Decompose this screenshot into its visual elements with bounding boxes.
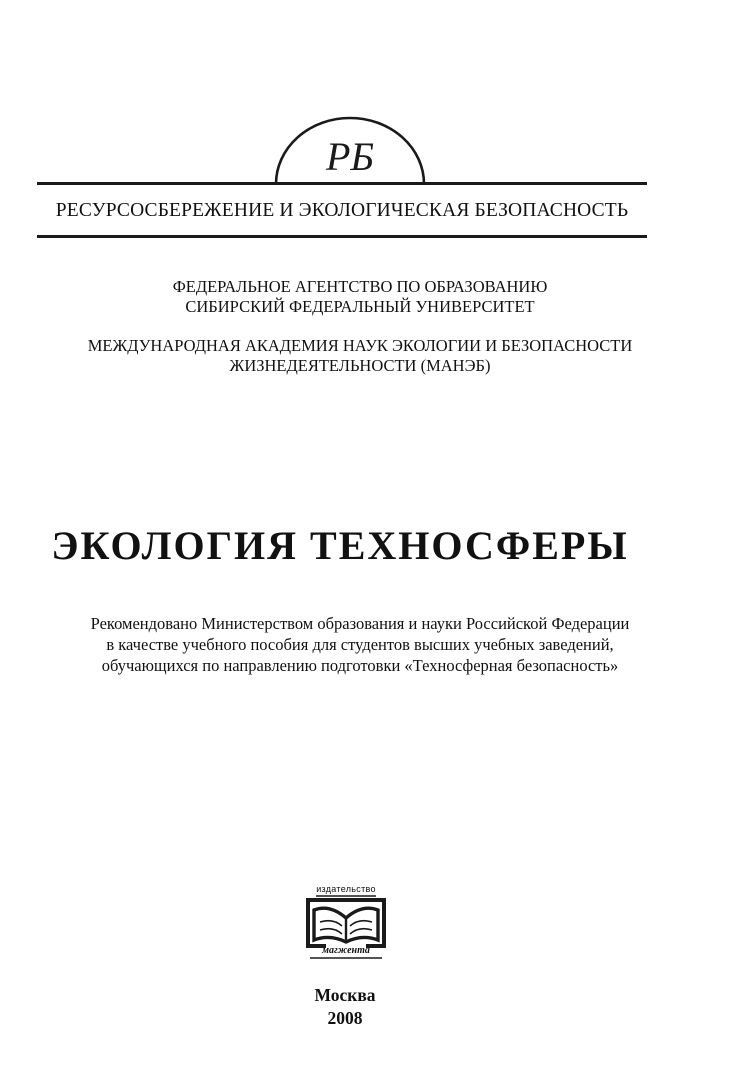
series-monogram: РБ	[325, 134, 375, 179]
recommendation-line: в качестве учебного пособия для студентов высших учебных заведений,	[106, 635, 614, 654]
publisher-label-top: издательство	[316, 884, 376, 894]
imprint-city: Москва	[314, 985, 376, 1005]
publisher-logo	[296, 884, 396, 966]
institution-line: ЖИЗНЕДЕЯТЕЛЬНОСТИ (МАНЭБ)	[229, 356, 491, 375]
institution-line: СИБИРСКИЙ ФЕДЕРАЛЬНЫЙ УНИВЕРСИТЕТ	[185, 297, 535, 316]
series-title: РЕСУРСОСБЕРЕЖЕНИЕ И ЭКОЛОГИЧЕСКАЯ БЕЗОПАСНОСТЬ	[55, 200, 629, 221]
institution-line: МЕЖДУНАРОДНАЯ АКАДЕМИЯ НАУК ЭКОЛОГИИ И БЕЗОПАСНОСТИ	[87, 336, 633, 355]
book-title: ЭКОЛОГИЯ ТЕХНОСФЕРЫ	[51, 523, 629, 568]
imprint-year: 2008	[327, 1008, 363, 1028]
series-rule-top	[37, 182, 647, 185]
recommendation-line: обучающихся по направлению подготовки «Техносферная безопасность»	[101, 656, 619, 675]
series-emblem-logo	[270, 112, 430, 186]
publisher-label-bottom: магжента	[322, 945, 370, 956]
recommendation-line: Рекомендовано Министерством образования и науки Российской Федерации	[90, 614, 630, 633]
series-rule-bottom	[37, 235, 647, 238]
institution-line: ФЕДЕРАЛЬНОЕ АГЕНТСТВО ПО ОБРАЗОВАНИЮ	[172, 277, 548, 296]
